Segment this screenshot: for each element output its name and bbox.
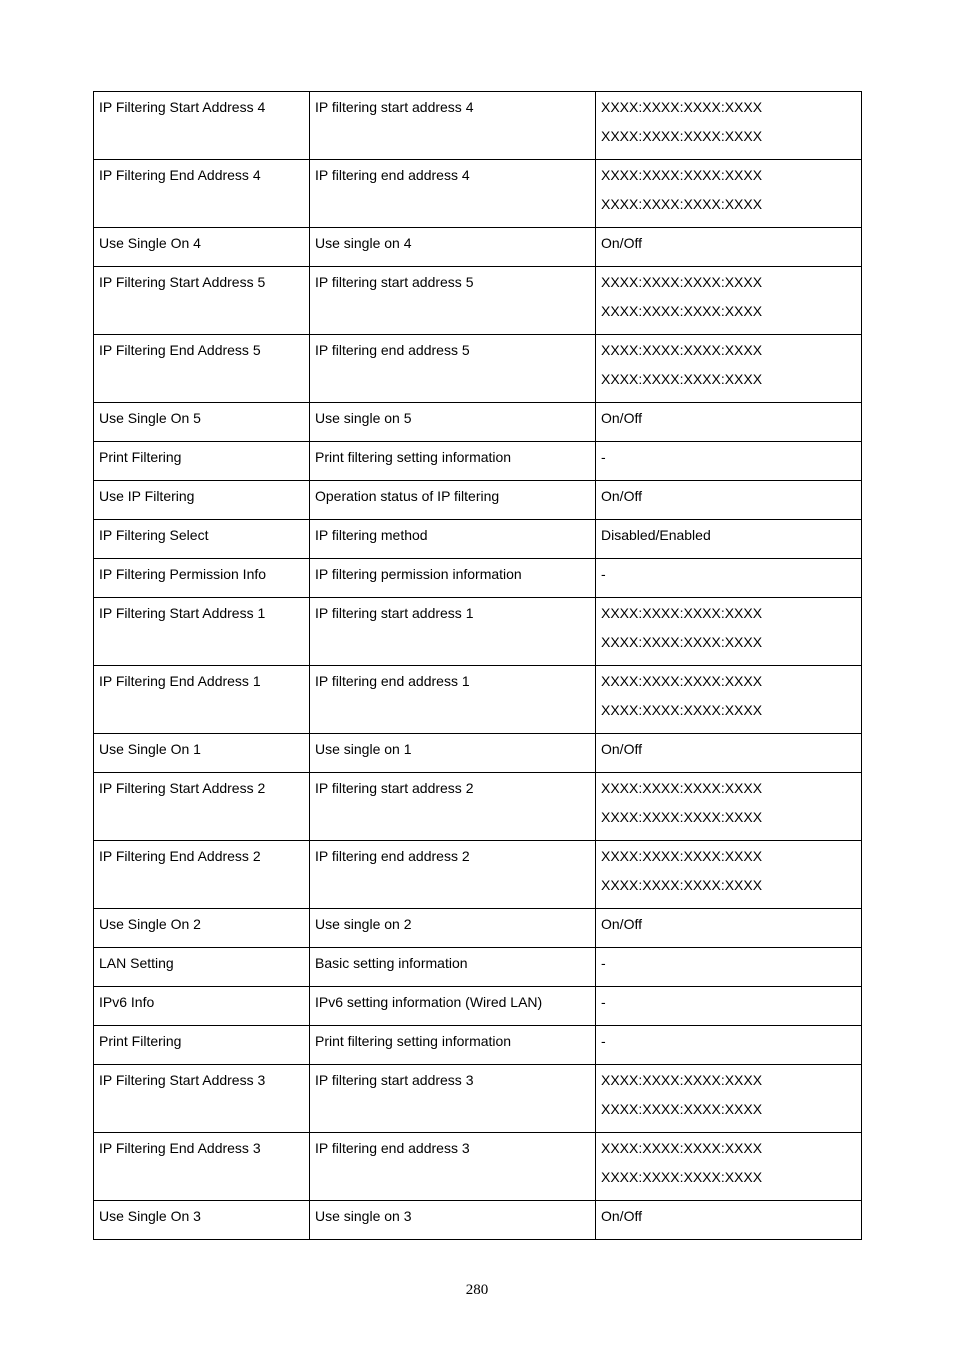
setting-description-cell: Use single on 4 bbox=[310, 228, 596, 267]
setting-item-cell: Use Single On 2 bbox=[94, 909, 310, 948]
setting-item-cell: IP Filtering Permission Info bbox=[94, 559, 310, 598]
setting-value-line: XXXX:XXXX:XXXX:XXXX bbox=[601, 605, 763, 621]
table-row bbox=[94, 442, 862, 481]
table-row bbox=[94, 403, 862, 442]
setting-description-cell: IP filtering start address 3 bbox=[310, 1065, 596, 1133]
table-row bbox=[94, 481, 862, 520]
setting-description-cell: Use single on 3 bbox=[310, 1201, 596, 1240]
table-row bbox=[94, 1133, 862, 1201]
setting-value-line: XXXX:XXXX:XXXX:XXXX bbox=[601, 1169, 763, 1185]
setting-value-line: - bbox=[601, 566, 606, 582]
setting-value-line: XXXX:XXXX:XXXX:XXXX bbox=[601, 167, 763, 183]
setting-value-line: XXXX:XXXX:XXXX:XXXX bbox=[601, 99, 763, 115]
setting-item-cell: IP Filtering Start Address 3 bbox=[94, 1065, 310, 1133]
setting-value-cell bbox=[596, 987, 862, 1026]
setting-description-cell: IP filtering end address 4 bbox=[310, 160, 596, 228]
table-row bbox=[94, 228, 862, 267]
setting-description-cell: Print filtering setting information bbox=[310, 442, 596, 481]
setting-value-cell bbox=[596, 773, 862, 841]
setting-item-cell: IP Filtering Start Address 2 bbox=[94, 773, 310, 841]
setting-value-line: XXXX:XXXX:XXXX:XXXX bbox=[601, 128, 763, 144]
setting-value-line: - bbox=[601, 955, 606, 971]
setting-item-cell: Print Filtering bbox=[94, 442, 310, 481]
setting-value-cell bbox=[596, 403, 862, 442]
setting-item-cell: IP Filtering End Address 3 bbox=[94, 1133, 310, 1201]
setting-value-cell bbox=[596, 442, 862, 481]
setting-item-cell: Print Filtering bbox=[94, 1026, 310, 1065]
setting-value-line: XXXX:XXXX:XXXX:XXXX bbox=[601, 1101, 763, 1117]
setting-value-cell bbox=[596, 559, 862, 598]
settings-table bbox=[93, 91, 862, 1240]
setting-description-cell: Print filtering setting information bbox=[310, 1026, 596, 1065]
setting-value-line: XXXX:XXXX:XXXX:XXXX bbox=[601, 196, 763, 212]
setting-item-cell: IP Filtering Start Address 1 bbox=[94, 598, 310, 666]
table-row bbox=[94, 909, 862, 948]
settings-table-body bbox=[94, 92, 862, 1240]
setting-description-cell: IP filtering permission information bbox=[310, 559, 596, 598]
setting-value-line: On/Off bbox=[601, 410, 642, 426]
setting-value-line: XXXX:XXXX:XXXX:XXXX bbox=[601, 1140, 763, 1156]
setting-value-cell bbox=[596, 598, 862, 666]
setting-value-cell bbox=[596, 909, 862, 948]
setting-value-cell bbox=[596, 1201, 862, 1240]
setting-value-line: XXXX:XXXX:XXXX:XXXX bbox=[601, 877, 763, 893]
setting-value-line: XXXX:XXXX:XXXX:XXXX bbox=[601, 673, 763, 689]
setting-value-cell bbox=[596, 335, 862, 403]
setting-value-cell bbox=[596, 228, 862, 267]
table-row bbox=[94, 1201, 862, 1240]
setting-description-cell: IP filtering start address 5 bbox=[310, 267, 596, 335]
setting-item-cell: IP Filtering End Address 1 bbox=[94, 666, 310, 734]
setting-value-cell bbox=[596, 666, 862, 734]
setting-item-cell: Use Single On 1 bbox=[94, 734, 310, 773]
table-row bbox=[94, 666, 862, 734]
table-row bbox=[94, 335, 862, 403]
setting-value-line: - bbox=[601, 994, 606, 1010]
setting-description-cell: Use single on 2 bbox=[310, 909, 596, 948]
setting-value-line: On/Off bbox=[601, 916, 642, 932]
table-row bbox=[94, 948, 862, 987]
setting-description-cell: IP filtering method bbox=[310, 520, 596, 559]
table-row bbox=[94, 559, 862, 598]
setting-value-line: On/Off bbox=[601, 1208, 642, 1224]
setting-value-line: XXXX:XXXX:XXXX:XXXX bbox=[601, 634, 763, 650]
setting-value-cell bbox=[596, 267, 862, 335]
setting-item-cell: Use Single On 3 bbox=[94, 1201, 310, 1240]
setting-value-cell bbox=[596, 948, 862, 987]
setting-value-line: XXXX:XXXX:XXXX:XXXX bbox=[601, 342, 763, 358]
setting-value-line: XXXX:XXXX:XXXX:XXXX bbox=[601, 371, 763, 387]
setting-value-line: On/Off bbox=[601, 235, 642, 251]
setting-value-cell bbox=[596, 1133, 862, 1201]
setting-value-line: XXXX:XXXX:XXXX:XXXX bbox=[601, 1072, 763, 1088]
setting-description-cell: Operation status of IP filtering bbox=[310, 481, 596, 520]
table-row bbox=[94, 520, 862, 559]
table-row bbox=[94, 1026, 862, 1065]
setting-item-cell: IP Filtering End Address 5 bbox=[94, 335, 310, 403]
setting-value-cell bbox=[596, 520, 862, 559]
setting-item-cell: IP Filtering Select bbox=[94, 520, 310, 559]
setting-value-line: XXXX:XXXX:XXXX:XXXX bbox=[601, 780, 763, 796]
setting-value-cell bbox=[596, 1026, 862, 1065]
setting-item-cell: IP Filtering End Address 2 bbox=[94, 841, 310, 909]
table-row bbox=[94, 160, 862, 228]
setting-description-cell: Use single on 5 bbox=[310, 403, 596, 442]
setting-value-cell bbox=[596, 481, 862, 520]
table-row bbox=[94, 92, 862, 160]
table-row bbox=[94, 841, 862, 909]
setting-item-cell: Use Single On 5 bbox=[94, 403, 310, 442]
setting-description-cell: IP filtering start address 1 bbox=[310, 598, 596, 666]
setting-value-cell bbox=[596, 841, 862, 909]
setting-item-cell: LAN Setting bbox=[94, 948, 310, 987]
setting-item-cell: IP Filtering End Address 4 bbox=[94, 160, 310, 228]
setting-value-cell bbox=[596, 92, 862, 160]
setting-description-cell: IP filtering end address 2 bbox=[310, 841, 596, 909]
setting-item-cell: Use IP Filtering bbox=[94, 481, 310, 520]
setting-description-cell: IP filtering start address 4 bbox=[310, 92, 596, 160]
setting-description-cell: IPv6 setting information (Wired LAN) bbox=[310, 987, 596, 1026]
table-row bbox=[94, 987, 862, 1026]
setting-item-cell: Use Single On 4 bbox=[94, 228, 310, 267]
table-row bbox=[94, 734, 862, 773]
setting-description-cell: Basic setting information bbox=[310, 948, 596, 987]
setting-description-cell: Use single on 1 bbox=[310, 734, 596, 773]
table-row bbox=[94, 267, 862, 335]
setting-item-cell: IPv6 Info bbox=[94, 987, 310, 1026]
setting-value-cell bbox=[596, 734, 862, 773]
setting-value-line: XXXX:XXXX:XXXX:XXXX bbox=[601, 274, 763, 290]
table-row bbox=[94, 598, 862, 666]
setting-value-line: - bbox=[601, 449, 606, 465]
setting-value-line: On/Off bbox=[601, 488, 642, 504]
setting-value-line: XXXX:XXXX:XXXX:XXXX bbox=[601, 809, 763, 825]
setting-value-cell bbox=[596, 160, 862, 228]
setting-value-line: XXXX:XXXX:XXXX:XXXX bbox=[601, 702, 763, 718]
table-row bbox=[94, 1065, 862, 1133]
setting-value-line: XXXX:XXXX:XXXX:XXXX bbox=[601, 303, 763, 319]
setting-value-cell bbox=[596, 1065, 862, 1133]
setting-value-line: Disabled/Enabled bbox=[601, 527, 711, 543]
setting-value-line: On/Off bbox=[601, 741, 642, 757]
setting-description-cell: IP filtering end address 5 bbox=[310, 335, 596, 403]
setting-value-line: XXXX:XXXX:XXXX:XXXX bbox=[601, 848, 763, 864]
setting-value-line: - bbox=[601, 1033, 606, 1049]
setting-item-cell: IP Filtering Start Address 5 bbox=[94, 267, 310, 335]
table-row bbox=[94, 773, 862, 841]
setting-description-cell: IP filtering start address 2 bbox=[310, 773, 596, 841]
setting-description-cell: IP filtering end address 1 bbox=[310, 666, 596, 734]
page-number: 280 bbox=[465, 1282, 489, 1298]
setting-description-cell: IP filtering end address 3 bbox=[310, 1133, 596, 1201]
setting-item-cell: IP Filtering Start Address 4 bbox=[94, 92, 310, 160]
